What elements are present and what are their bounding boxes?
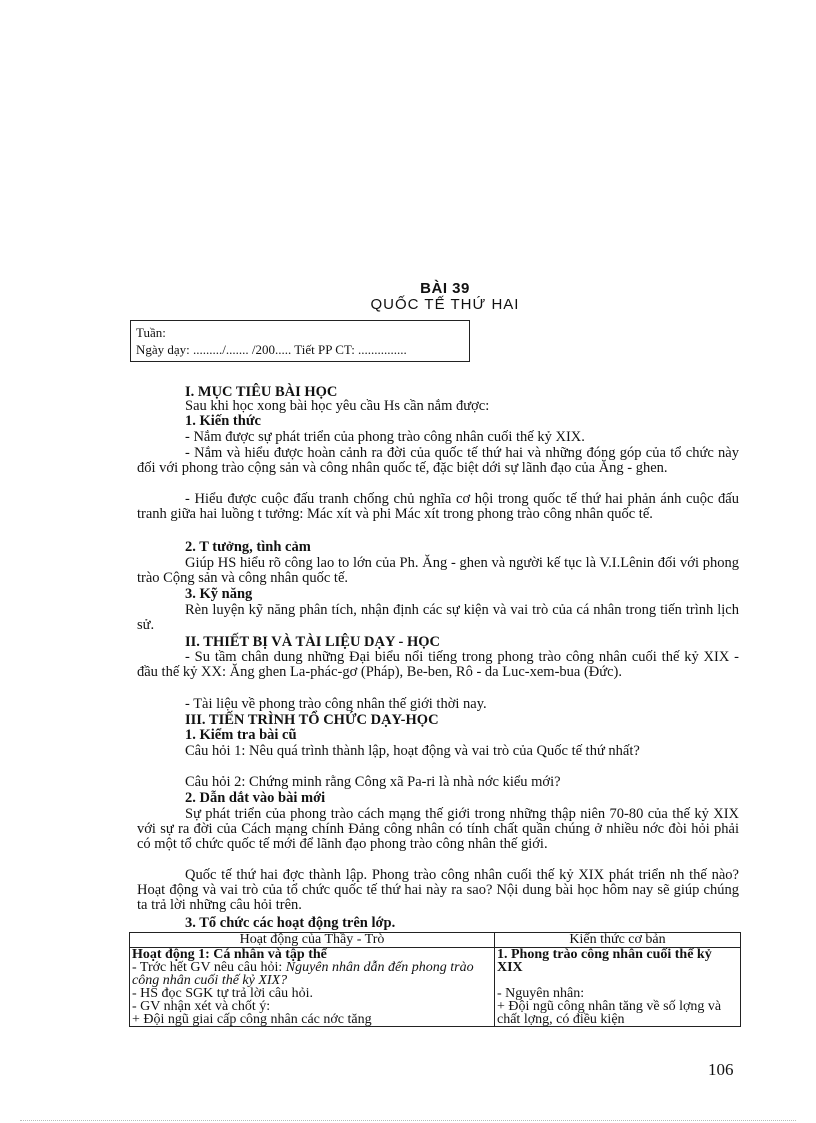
table-header-knowledge: Kiến thức cơ bản	[495, 933, 741, 948]
activity-line-text: - Trớc hết GV nêu câu hỏi:	[132, 960, 286, 975]
skills-heading: 3. Kỹ năng	[185, 586, 253, 602]
equipment-paragraph: - Su tầm chân dung những Đại biểu nổi tiếng trong phong trào công nhân cuối thế kỷ XIX - đầu thế kỷ XX: Ăng ghen La-phác-gơ (Pháp), Be-ben, Rô - da Luc-xem-bua (Đức).	[137, 649, 739, 680]
intro-heading: 2. Dẫn dắt vào bài mới	[185, 790, 326, 806]
knowledge-line: - Nguyên nhân:	[497, 986, 585, 1001]
attitude-heading: 2. T tưởng, tình cảm	[185, 539, 311, 555]
table-row	[130, 948, 741, 1027]
activities-heading: 3. Tổ chức các hoạt động trên lớp.	[185, 915, 396, 931]
knowledge-line: + Đội ngũ công nhân tăng về số lợng và chất lợng, có điều kiện	[497, 999, 722, 1027]
activity-line: - HS đọc SGK tự trả lời câu hỏi.	[132, 986, 314, 1001]
review-question: Câu hỏi 2: Chứng minh rằng Công xã Pa-ri là nhà nớc kiểu mới?	[185, 774, 561, 790]
knowledge-section-title: 1. Phong trào công nhân cuối thế kỷ XIX	[497, 947, 712, 975]
lesson-title: QUỐC TẾ THỨ HAI	[370, 296, 520, 313]
week-label: Tuần:	[136, 325, 166, 340]
knowledge-heading: 1. Kiến thức	[185, 413, 261, 429]
skills-paragraph: Rèn luyện kỹ năng phân tích, nhận định các sự kiện và vai trò của cá nhân trong tiến trình lịch sử.	[137, 602, 739, 633]
lesson-number: BÀI 39	[420, 280, 470, 297]
activity-title: Hoạt động 1: Cá nhân và tập thể	[132, 947, 327, 962]
teacher-student-cell	[130, 948, 495, 1027]
section-1-heading: I. MỤC TIÊU BÀI HỌC	[185, 384, 338, 400]
knowledge-paragraph: - Hiểu được cuộc đấu tranh chống chủ nghĩa cơ hội trong quốc tế thứ hai phản ánh cuộc đấu tranh giữa hai luồng t tưởng: Mác xít và phi Mác xít trong phong trào công nhân quốc tế.	[137, 491, 739, 522]
page-divider	[20, 1120, 796, 1121]
intro-paragraph: Quốc tế thứ hai đợc thành lập. Phong trào công nhân cuối thế kỷ XIX phát triển nh thế nào? Hoạt động và vai trò của tổ chức quốc tế thứ hai này ra sao? Nội dung bài học hôm nay sẽ giúp chúng ta trả lời những câu hỏi trên.	[137, 867, 739, 913]
activity-line: + Đội ngũ giai cấp công nhân các nớc tăng	[132, 1012, 372, 1027]
knowledge-cell	[495, 948, 741, 1027]
activity-table	[129, 932, 741, 1027]
knowledge-paragraph: - Nắm và hiểu được hoàn cảnh ra đời của quốc tế thứ hai và những đóng góp của tổ chức này đối với phong trào cộng sản và công nhân quốc tế, đặc biệt dới sự lãnh đạo của Ăng - ghen.	[137, 445, 739, 476]
section-2-heading: II. THIẾT BỊ VÀ TÀI LIỆU DẠY - HỌC	[185, 634, 441, 650]
page-number: 106	[708, 1060, 734, 1079]
table-header-teacher-student: Hoạt động của Thầy - Trò	[130, 933, 495, 948]
table-header-row	[130, 933, 741, 948]
date-line: Ngày dạy: ........./....... /200..... Tiết PP CT: ...............	[136, 342, 407, 357]
equipment-paragraph: - Tài liệu về phong trào công nhân thế giới thời nay.	[185, 696, 487, 712]
lesson-info-box	[130, 320, 470, 362]
review-question: Câu hỏi 1: Nêu quá trình thành lập, hoạt động và vai trò của Quốc tế thứ nhất?	[185, 743, 640, 759]
activity-line: - GV nhận xét và chốt ý:	[132, 999, 271, 1014]
section-1-intro: Sau khi học xong bài học yêu cầu Hs cần nắm được:	[185, 398, 490, 414]
knowledge-paragraph: - Nắm được sự phát triển của phong trào công nhân cuối thế kỷ XIX.	[185, 429, 585, 445]
attitude-paragraph: Giúp HS hiểu rõ công lao to lớn của Ph. Ăng - ghen và người kế tục là V.I.Lênin đối với phong trào Cộng sản và công nhân quốc tế.	[137, 555, 739, 586]
section-3-heading: III. TIẾN TRÌNH TỔ CHỨC DẠY-HỌC	[185, 712, 439, 728]
intro-paragraph: Sự phát triển của phong trào cách mạng thế giới trong những thập niên 70-80 của thế kỷ XIX với sự ra đời của Cách mạng chính Đảng công nhân có tính chất quần chúng ở nhiều nớc đòi hỏi phải có một tổ chức quốc tế mới để lãnh đạo phong trào công nhân thế giới.	[137, 806, 739, 852]
review-heading: 1. Kiểm tra bài cũ	[185, 727, 297, 743]
activity-question: Nguyên nhân dẫn đến phong trào công nhân cuối thế kỷ XIX?	[132, 960, 474, 988]
activity-line	[132, 961, 492, 987]
